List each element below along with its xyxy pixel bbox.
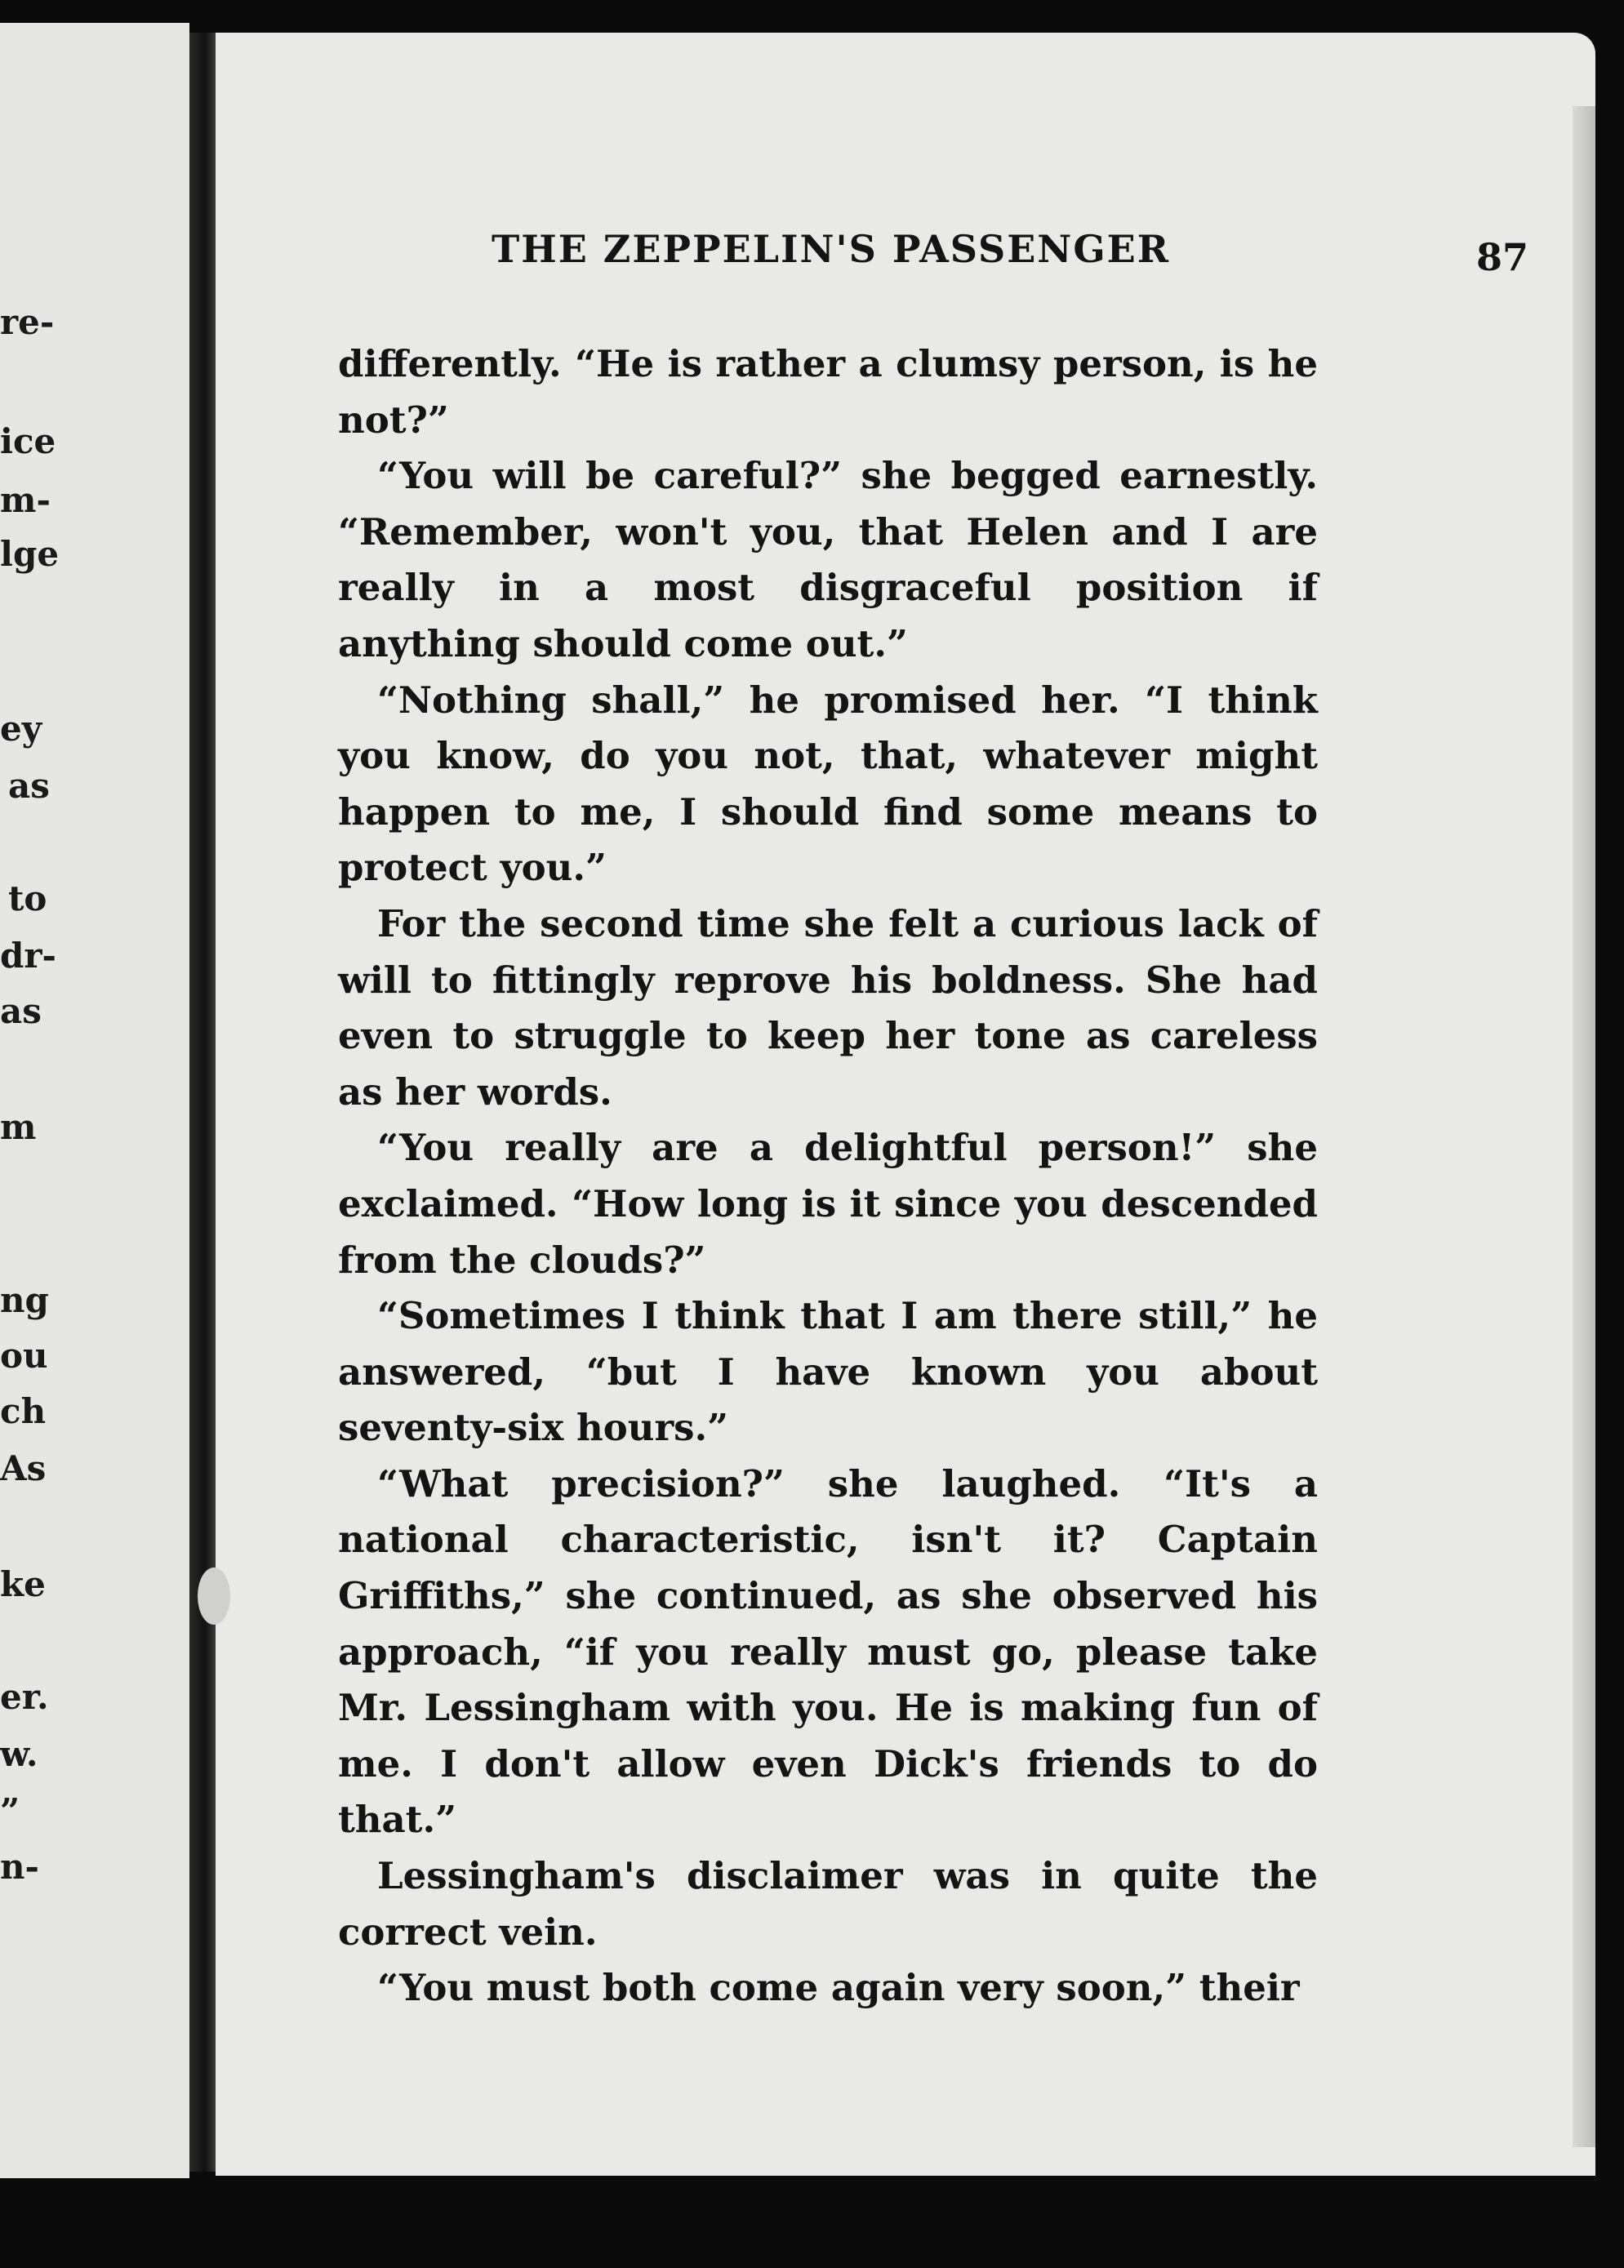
facing-page-fragment: ey [0,709,42,749]
paper-damage-mark [198,1568,230,1625]
facing-page-fragment: ice [0,421,56,461]
facing-page-fragment: to [8,878,47,918]
paragraph: “You will be careful?” she begged earnestly. “Remember, won't you, that Helen and I are really in a most disgraceful position if anything should come out.” [338,454,1318,665]
paragraph: “Nothing shall,” he promised her. “I think you know, do you not, that, whatever might happen to me, I should find some means to protect you.” [338,678,1318,890]
book-gutter [189,33,216,2172]
facing-page-fragment: as [0,991,42,1031]
facing-page-fragment: er. [0,1677,49,1717]
facing-page-fragment: m [0,1107,37,1147]
facing-page-fragment: m- [0,480,51,520]
paragraph: differently. “He is rather a clumsy person, is he not?” [338,342,1318,442]
page-number: 87 [1475,235,1528,279]
facing-page-fragment: ke [0,1564,46,1604]
facing-page-fragment: as [8,766,50,806]
page-edge-shadow [1573,106,1595,2147]
paragraph: “You really are a delightful person!” she exclaimed. “How long is it since you descended from the clouds?” [338,1126,1318,1282]
facing-page-fragment: As [0,1448,47,1488]
facing-page-fragment: dr- [0,936,56,976]
paragraph: “Sometimes I think that I am there still,” he answered, “but I have known you about seventy-six hours.” [338,1294,1318,1450]
paragraph: “You must both come again very soon,” their [377,1966,1300,2010]
facing-page-fragment: re- [0,302,55,342]
facing-page-fragment: n- [0,1847,39,1887]
paragraph: For the second time she felt a curious lack of will to fittingly reprove his boldness. She had even to struggle to keep her tone as careless as her words. [338,901,1318,1114]
facing-page-fragment: lge [0,534,60,574]
facing-page-fragment: ” [0,1791,20,1831]
facing-page-fragment: ou [0,1336,48,1376]
book-page [216,33,1595,2176]
facing-page-edge [0,23,189,2178]
page-body [338,336,1318,2017]
facing-page-fragment: ng [0,1280,49,1320]
page-header [492,227,1528,300]
facing-page-fragment: ch [0,1391,47,1431]
paragraph: “What precision?” she laughed. “It's a national characteristic, isn't it? Captain Griffiths,” she continued, as she observed his approach, “if you really must go, please take Mr. Lessingham with you. He is making fun of me. I don't allow even Dick's friends to do that.” [338,1461,1318,1842]
running-head: THE ZEPPELIN'S PASSENGER [492,227,1170,271]
facing-page-fragment: w. [0,1734,38,1774]
paragraph: Lessingham's disclaimer was in quite the correct vein. [338,1854,1318,1954]
